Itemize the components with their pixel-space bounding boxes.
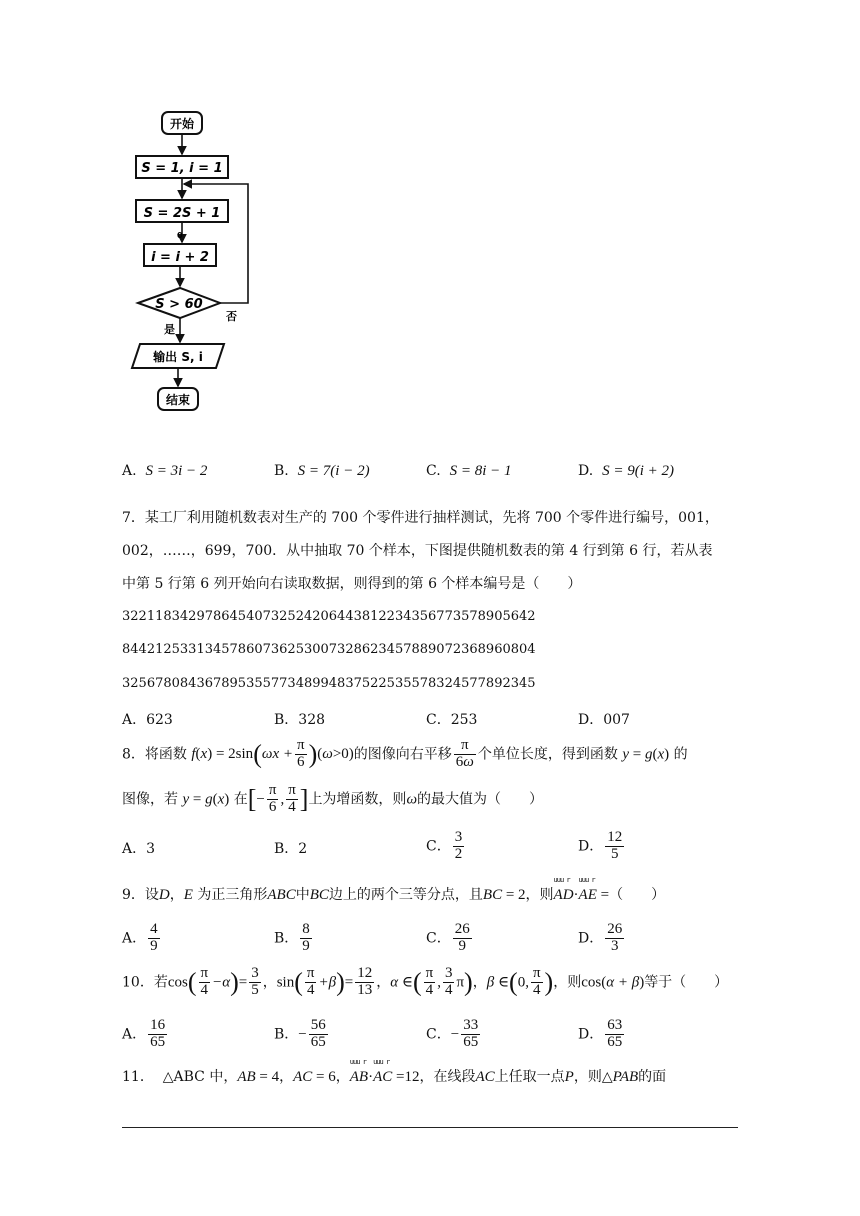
- q6-option-b: [274, 463, 370, 480]
- frac-num: 63: [607, 1017, 623, 1033]
- q8-text: 上为增函数，则: [308, 791, 407, 808]
- q8-text: 的图像向右平移: [353, 746, 452, 763]
- option-text: S = 9(i + 2): [602, 463, 674, 479]
- flow-start-text: 开始: [169, 117, 195, 131]
- q6-option-a: [122, 463, 207, 480]
- q8-text: 的最大值为（ ）: [417, 791, 544, 808]
- q11-text: ，在线段: [419, 1069, 476, 1085]
- q8-text: 在: [233, 791, 248, 808]
- frac-den: 9: [302, 937, 310, 954]
- q9-text: 中: [295, 887, 310, 903]
- q6-option-d: [578, 463, 674, 480]
- q7-option-c: C．253: [426, 712, 478, 728]
- q10-option-a: [122, 1018, 169, 1051]
- q7-option-d: D．007: [578, 712, 630, 728]
- q7-line-1: 7．某工厂利用随机数表对生产的 700 个零件进行抽样测试，先将 700 个零件进行编号，001，: [122, 510, 719, 526]
- option-text: S = 8i − 1: [449, 463, 512, 479]
- q9-text: （ ）: [609, 887, 666, 903]
- question-number: 9．: [122, 887, 145, 903]
- q11-text: 上任取一点: [494, 1069, 565, 1085]
- random-table-row-6: 32567808436789535577348994837522535578324577892345: [122, 676, 536, 691]
- q8-line-2: 图像，若 y = g(x) 在[− $\frac{\pi}{6}$ , $\frac{\pi}{4}$ ]上为增函数，则ω的最大值为（ ）: [122, 782, 544, 815]
- option-label: C.: [426, 463, 441, 479]
- frac-num: 26: [454, 921, 470, 937]
- q9-option-b: [274, 922, 314, 955]
- flow-update-s-text: S = 2S + 1: [143, 206, 221, 221]
- option-label: D．: [578, 838, 604, 855]
- q9-text: 设: [144, 887, 159, 903]
- option-label: D．: [578, 1026, 604, 1043]
- q11-text: ，则△: [573, 1069, 613, 1085]
- q11-line: 11． △ABC 中，AB = 4，AC = 6，uuu r AB·uuu r AC =12，在线段AC上任取一点P，则△PAB的面: [122, 1066, 666, 1086]
- flow-update-i-text: i = i + 2: [151, 250, 209, 265]
- q8-text: 个单位长度，得到函数: [477, 746, 618, 763]
- q10-option-b: B．− $\frac{56}{65}$: [274, 1017, 326, 1050]
- frac-num: 16: [150, 1017, 166, 1033]
- q9-option-c: [426, 922, 474, 955]
- option-text: S = 7(i − 2): [297, 463, 370, 479]
- question-number: 11．: [122, 1069, 154, 1085]
- random-table-row-5: 84421253313457860736253007328623457889072368960804: [122, 642, 536, 657]
- random-table-row-4: 32211834297864540732524206443812234356773578905642: [122, 609, 536, 624]
- option-label: A．: [122, 930, 147, 947]
- frac-den: 5: [610, 845, 619, 862]
- q9-option-d: [578, 922, 626, 955]
- option-label: C．: [426, 930, 451, 947]
- flow-yes-label: 是: [164, 323, 175, 336]
- q9-text: ，则: [525, 887, 554, 903]
- frac-den: 9: [150, 937, 158, 954]
- option-label: D.: [578, 463, 594, 479]
- q7-option-a: A．623: [122, 712, 173, 728]
- option-label: B．: [274, 930, 299, 947]
- q6-option-c: [426, 463, 512, 480]
- frac-den: 2: [454, 845, 463, 862]
- q10-text: 若: [153, 974, 168, 991]
- option-text: S = 3i − 2: [145, 463, 208, 479]
- q9-option-a: [122, 922, 162, 955]
- q9-text: 边上的两个三等分点，且: [328, 887, 483, 903]
- q8-text: 的: [673, 746, 688, 763]
- q10-line: 10．若cos( $\frac{\pi}{4}$ −α)= $\frac{3}{5}$ ，sin( $\frac{\pi}{4}$ +β)= $\frac{12}{13}$ ，α ∈( $\frac{\pi}{4}$ , $\frac{3}{4}$ π)，β ∈(0, $\frac{\pi}{4}$ )，则cos(α + β)等于（ ）: [122, 965, 729, 998]
- flow-stray-mark: 0: [177, 231, 183, 240]
- flowchart-diagram: [120, 100, 280, 420]
- flow-output-text: 输出 S, i: [153, 350, 203, 364]
- option-label: A．: [122, 1026, 147, 1043]
- frac-num: 26: [607, 921, 623, 937]
- q7-line-2: 002，……，699，700．从中抽取 70 个样本，下图提供随机数表的第 4 行到第 6 行，若从表: [122, 543, 713, 559]
- frac-den: 65: [463, 1033, 479, 1050]
- q9-text: 为正三角形: [197, 887, 268, 903]
- question-number: 8．: [122, 746, 145, 763]
- option-label: C．: [426, 838, 451, 855]
- option-label: B．: [274, 1026, 299, 1043]
- q8-text: 将函数: [144, 746, 187, 763]
- q8-text: 图像，若: [122, 791, 178, 808]
- option-label: D．: [578, 930, 604, 947]
- frac-num: 4: [150, 921, 158, 937]
- option-label: A.: [122, 463, 137, 479]
- option-label: B.: [274, 463, 289, 479]
- q8-option-d: [578, 830, 626, 863]
- frac-den: 65: [150, 1033, 166, 1050]
- q8-option-c: [426, 830, 466, 863]
- q8-option-a: A．3: [122, 841, 156, 857]
- frac-den: 65: [607, 1033, 623, 1050]
- frac-num: 3: [454, 829, 463, 845]
- question-number: 10．: [122, 974, 154, 991]
- q10-text: 等于（ ）: [644, 974, 729, 991]
- flow-no-label: 否: [226, 310, 237, 323]
- footer-divider: [122, 1127, 738, 1128]
- q7-line-3: 中第 5 行第 6 列开始向右读取数据，则得到的第 6 个样本编号是（ ）: [122, 576, 582, 592]
- flow-condition-text: S > 60: [155, 297, 203, 312]
- option-label: C．: [426, 1026, 451, 1043]
- frac-num: 8: [302, 921, 310, 937]
- q11-text: 的面: [638, 1069, 667, 1085]
- q8-line-1: 8．将函数 f(x) = 2sin(ωx + $\frac{\pi}{6}$ )(ω>0)的图像向右平移 $\frac{\pi}{6\omega}$ 个单位长度，得到函数 y = g(x) 的: [122, 737, 688, 770]
- flow-end-text: 结束: [165, 393, 191, 407]
- flow-init-text: S = 1, i = 1: [141, 161, 223, 176]
- frac-den: 3: [610, 937, 619, 954]
- frac-den: 9: [458, 937, 466, 954]
- q10-option-c: C．− $\frac{33}{65}$: [426, 1017, 479, 1050]
- frac-num: 12: [607, 829, 623, 845]
- q10-option-d: [578, 1018, 626, 1051]
- frac-num: 33: [463, 1017, 479, 1033]
- frac-den: 65: [310, 1033, 326, 1050]
- frac-num: 56: [310, 1017, 326, 1033]
- q7-option-b: B．328: [274, 712, 326, 728]
- q9-line: 9．设D，E 为正三角形ABC中BC边上的两个三等分点，且BC = 2，则uuu r AD·uuu r AE =（ ）: [122, 884, 665, 904]
- q8-option-b: B．2: [274, 841, 308, 857]
- q11-text: △ABC 中，: [162, 1069, 238, 1085]
